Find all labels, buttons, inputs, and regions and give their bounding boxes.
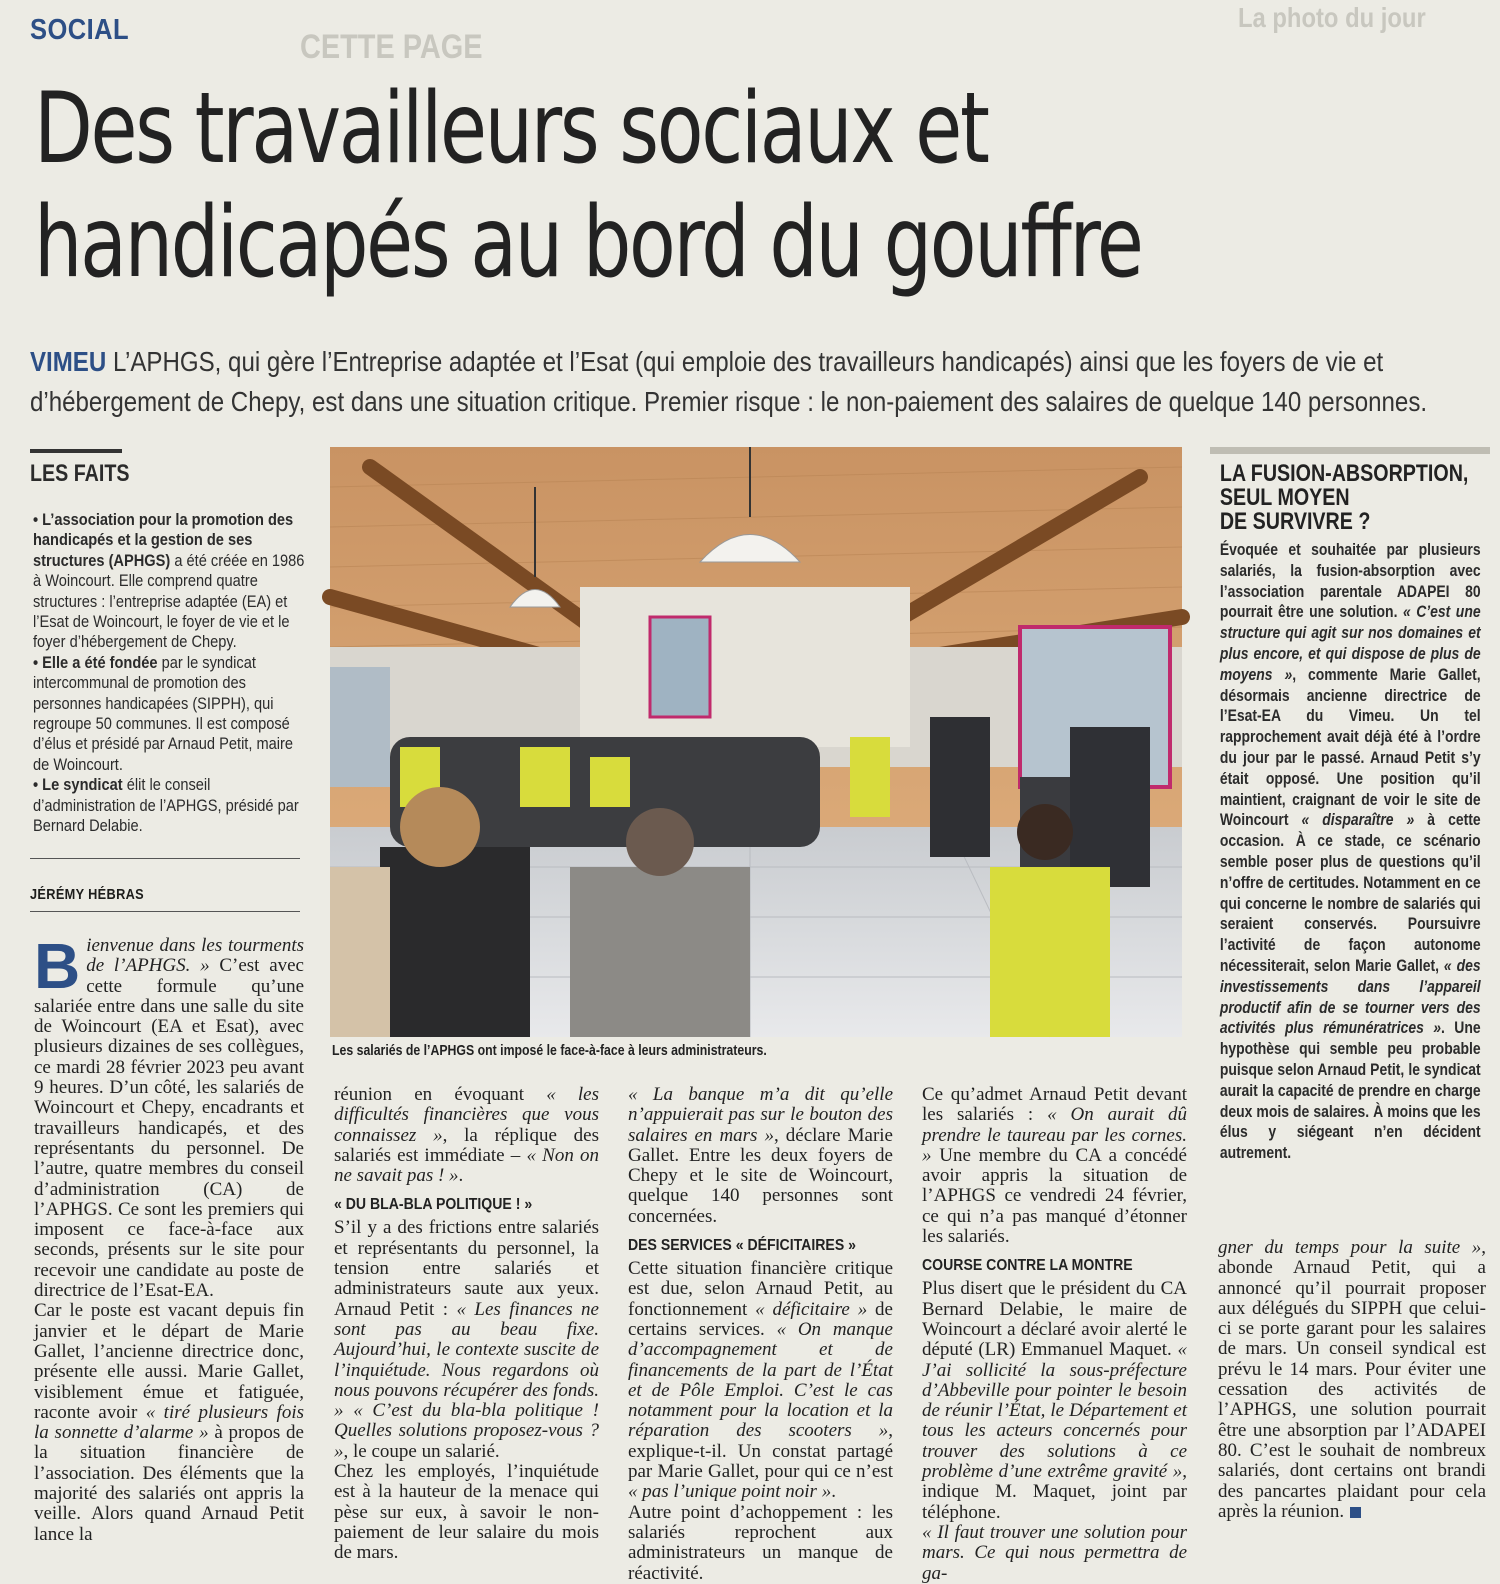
lead-paragraph [30,342,1428,422]
subheading: DES SERVICES « DÉFICITAIRES » [628,1237,856,1255]
article-column-4: Ce qu’admet Arnaud Petit devant les salariés : « On aurait dû prendre le taureau par les cornes. » Une membre du CA a concédé avoir appris la situation de l’APHGS ce vendredi 24 février, ce qui n’a pas manqué d’étonner les salariés. COURSE CONTRE LA MONTRE Plus disert que le président du CA Bernard Delabie, le maire de Woincourt a déclaré avoir alerté le député (LR) Emmanuel Maquet. « J’ai sollicité la sous-préfecture d’Abbeville pour pointer le besoin de réunir l’État, le Département et tous les acteurs concernés pour trouver des solutions à ce problème d’une extrême gravité », indique M. Maquet, joint par téléphone. « Il faut trouver une solution pour mars. Ce qui nous permettra de ga- [922,1084,1187,1584]
article-column-2: réunion en évoquant « les difficultés financières que vous connaissez », la réplique des salariés est immédiate – « Non on ne savait pas ! ». « DU BLA-BLA POLITIQUE ! » S’il y a des frictions entre salariés et représentants du personnel, la tension entre salariés et administrateurs saute aux yeux. Arnaud Petit : « Les finances ne sont pas au beau fixe. Aujourd’hui, le contexte suscite de l’inquiétude. Nous regardons où nous pouvons récupérer des fonds. » « C’est du bla-bla politique ! Quelles solutions proposez-vous ? », le coupe un salarié. Chez les employés, l’inquiétude est à la hauteur de la menace qui pèse sur eux, à savoir le non-paiement de leur salaire du mois de mars. [334,1084,600,1564]
headline-line-1: Des travailleurs sociaux et [34,72,988,186]
headline [34,72,1157,300]
sidebar-title-line: SEUL MOYEN [1219,484,1350,511]
divider [30,858,300,859]
subheading: COURSE CONTRE LA MONTRE [922,1257,1133,1275]
lead-line-2: d’hébergement de Chepy, est dans une situation critique. Premier risque : le non-paiement des salaires de quelque 140 personnes. [30,386,1428,417]
fact-item: • Elle a été fondée par le syndicat intercommunal de promotion des personnes handicapées (SIPPH), qui regroupe 50 communes. Il est composé d’élus et présidé par Arnaud Petit, maire de Woincourt. [33,652,294,774]
drop-cap: B [34,930,81,1002]
headline-line-2: handicapés au bord du gouffre [34,186,1142,300]
divider [30,911,300,912]
photo-caption: Les salariés de l’APHGS ont imposé le face-à-face à leurs administrateurs. [332,1042,767,1059]
sidebar-title-line: DE SURVIVRE ? [1219,508,1371,535]
article-column-3: « La banque m’a dit qu’elle n’appuierait pas sur le bouton des salaires en mars », déclare Marie Gallet. Entre les deux foyers de Chepy et le site de Woincourt, quelque 140 personnes sont concernées. DES SERVICES « DÉFICITAIRES » Cette situation financière critique est due, selon Arnaud Petit, au fonctionnement « déficitaire » de certains services. « On manque d’accompagnement et de financements de la part de l’État et de Pôle Emploi. C’est le cas notamment pour la location et la réparation des scooters », explique-t-il. Un constat partagé par Marie Gallet, pour qui ce n’est « pas l’unique point noir ». Autre point d’achoppement : les salariés reprochent aux administrateurs un manque de réactivité. [628,1084,893,1584]
sidebar-text: Évoquée et souhaitée par plusieurs salariés, la fusion-absorption avec l’association parentale ADAPEI 80 pourrait être une solution. « C’est une structure qui agit sur nos domaines et plus encore, et qui dispose de plus de moyens », commente Marie Gallet, désormais ancienne directrice de l’Esat-EA du Vimeu. Un tel rapprochement avait déjà été à l’ordre du jour par le passé. Arnaud Petit s’y était opposé. Une position qu’il maintient, craignant de voir le site de Woincourt « disparaître » à cette occasion. À ce stade, ce scénario semble poser plus de questions qu’il n’offre de certitudes. Notamment en ce qui concerne le nombre de salariés qui seraient conservés. Poursuivre l’activité de façon autonome nécessiterait, selon Marie Gallet, « des investissements dans l’appareil productif afin de se tourner vers des activités plus rémunératrices ». Une hypothèse qui semble peu probable puisque selon Arnaud Petit, le syndicat aurait la capacité de prendre en charge deux mois de salaires. À moins que les élus y siégeant n’en décident autrement. [1219,540,1481,1163]
divider [30,449,122,453]
article-photo [330,447,1182,1037]
article-column-1: Bienvenue dans les tourments de l’APHGS. » C’est avec cette formule qu’une salariée entre dans une salle du site de Woincourt (EA et Esat), avec plusieurs dizaines de ses collègues, ce mardi 28 février 2023 peu avant 9 heures. D’un côté, les salariés de Woincourt et Chepy, encadrants et travailleurs handicapés, et des représentants du personnel. De l’autre, quatre membres du conseil d’administration (CA) de l’APHGS. Ce sont les premiers qui imposent ce face-à-face aux seconds, présents sur le site pour recevoir une candidate au poste de directrice de l’Esat-EA. Car le poste est vacant depuis fin janvier et le départ de Marie Gallet, l’ancienne directrice donc, présente elle aussi. Marie Gallet, visiblement émue et fatiguée, raconte avoir « tiré plusieurs fois la sonnette d’alarme » à propos de la situation financière de l’association. Des éléments que la majorité des salariés ont appris la veille. Alors quand Arnaud Petit lance la [34,930,304,1545]
end-mark-icon [1350,1507,1361,1518]
fact-item: • L’association pour la promotion des handicapés et la gestion de ses structures (APHGS) a été créée en 1986 à Woincourt. Elle comprend quatre structures : l’entreprise adaptée (EA) et l’Esat de Woincourt, le foyer de vie et le foyer d’hébergement de Chepy. [33,510,305,652]
facts-box [33,510,306,837]
byline: JÉRÉMY HÉBRAS [30,886,145,903]
sidebar-rule [1210,447,1490,454]
ghost-text-right: La photo du jour [1238,2,1426,33]
article-column-5: gner du temps pour la suite », abonde Arnaud Petit, qui a annoncé qu’il pourrait proposer aux délégués du SIPPH que celui-ci se porte garant pour les salaires de mars. Un conseil syndical est prévu le 14 mars. Pour éviter une cessation des activités de l’APHGS, une solution pourrait être une absorption par l’ADAPEI 80. C’est le souhait de nombreux salariés, dont certains ont brandi des pancartes plaidant pour cela après la réunion. [1218,1237,1486,1522]
section-tag: SOCIAL [30,14,130,46]
meeting-photo [330,447,1182,1037]
sidebar-title-line: LA FUSION-ABSORPTION, [1219,460,1469,487]
lead-line-1: L’APHGS, qui gère l’Entreprise adaptée et l’Esat (qui emploie des travailleurs handicapés) ainsi que les foyers de vie et [106,346,1384,377]
lead-kicker: VIMEU [30,346,107,377]
fact-item: • Le syndicat élit le conseil d’administration de l’APHGS, présidé par Bernard Delabie. [33,775,299,836]
sidebar-box [1210,447,1490,1197]
subheading: « DU BLA-BLA POLITIQUE ! » [334,1196,533,1214]
ghost-text: CETTE PAGE [300,28,483,66]
facts-title: LES FAITS [30,460,130,487]
